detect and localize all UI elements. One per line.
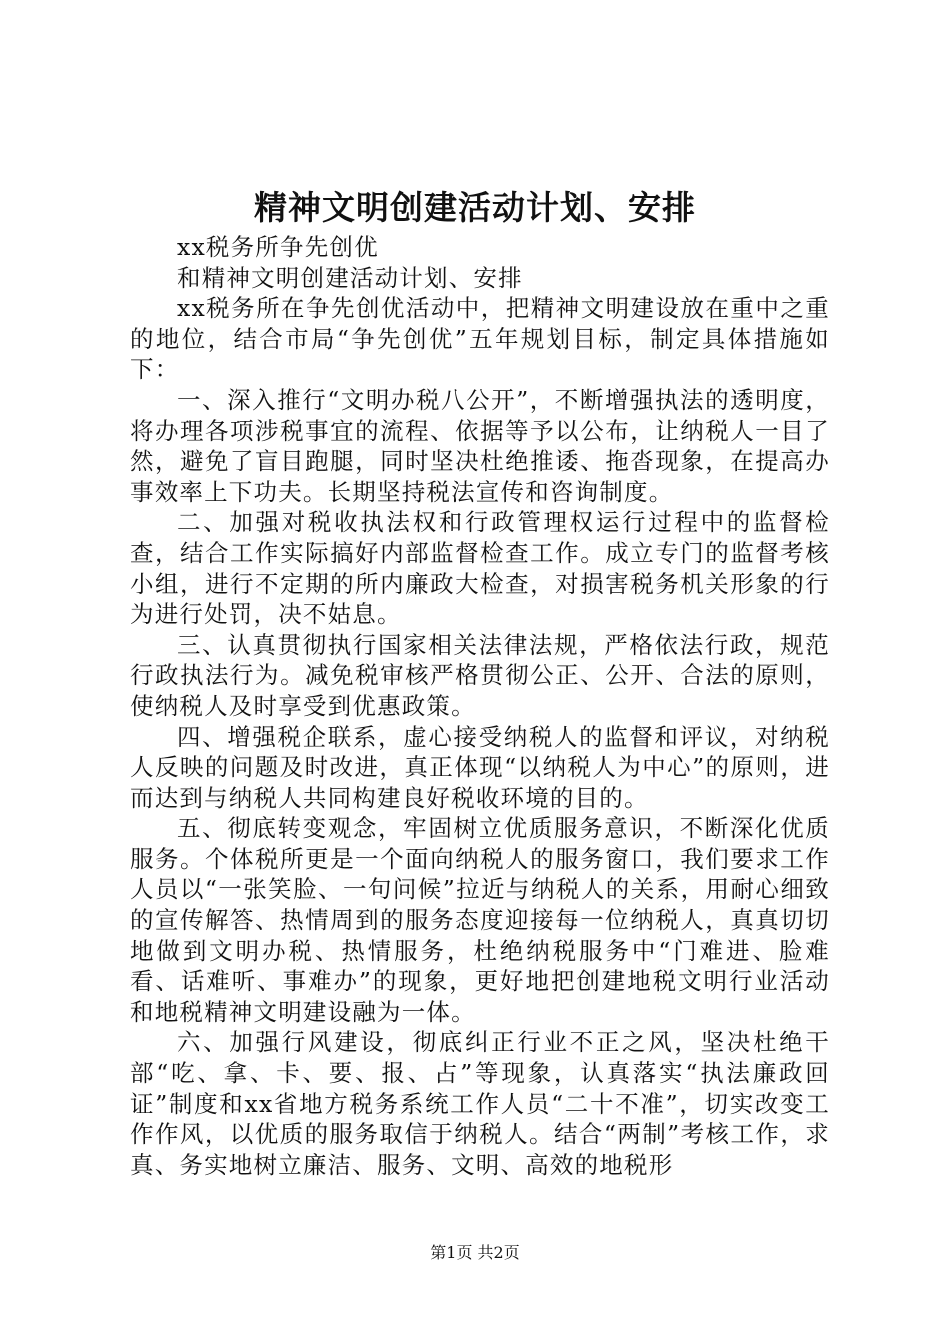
document-title: 精神文明创建活动计划、安排 [254,188,696,227]
paragraph: xx税务所在争先创优活动中，把精神文明建设放在重中之重的地位，结合市局“争先创优”五年规划目标，制定具体措施如下： [130,294,830,384]
paragraph: 四、增强税企联系，虚心接受纳税人的监督和评议，对纳税人反映的问题及时改进，真正体现“以纳税人为中心”的原则，进而达到与纳税人共同构建良好税收环境的目的。 [130,722,830,812]
paragraph: 六、加强行风建设，彻底纠正行业不正之风，坚决杜绝干部“吃、拿、卡、要、报、占”等现象，认真落实“执法廉政回证”制度和xx省地方税务系统工作人员“二十不准”，切实改变工作作风，以优质的服务取信于纳税人。结合“两制”考核工作，求真、务实地树立廉洁、服务、文明、高效的地税形 [130,1028,830,1179]
paragraph: 三、认真贯彻执行国家相关法律法规，严格依法行政，规范行政执法行为。减免税审核严格贯彻公正、公开、合法的原则，使纳税人及时享受到优惠政策。 [130,630,830,720]
paragraph: 和精神文明创建活动计划、安排 [177,263,523,292]
document-body [130,232,830,1180]
page-number-footer: 第1页 共2页 [430,1243,520,1262]
paragraph: 五、彻底转变观念，牢固树立优质服务意识，不断深化优质服务。个体税所更是一个面向纳税人的服务窗口，我们要求工作人员以“一张笑脸、一句问候”拉近与纳税人的关系，用耐心细致的宣传解答、热情周到的服务态度迎接每一位纳税人，真真切切地做到文明办税、热情服务，杜绝纳税服务中“门难进、脸难看、话难听、事难办”的现象，更好地把创建地税文明行业活动和地税精神文明建设融为一体。 [130,814,830,1026]
paragraph: 一、深入推行“文明办税八公开”，不断增强执法的透明度，将办理各项涉税事宜的流程、依据等予以公布，让纳税人一目了然，避免了盲目跑腿，同时坚决杜绝推诿、拖沓现象，在提高办事效率上下功夫。长期坚持税法宣传和咨询制度。 [130,385,830,506]
paragraph: 二、加强对税收执法权和行政管理权运行过程中的监督检查，结合工作实际搞好内部监督检查工作。成立专门的监督考核小组，进行不定期的所内廉政大检查，对损害税务机关形象的行为进行处罚，决不姑息。 [130,508,830,629]
paragraph: xx税务所争先创优 [177,233,379,261]
